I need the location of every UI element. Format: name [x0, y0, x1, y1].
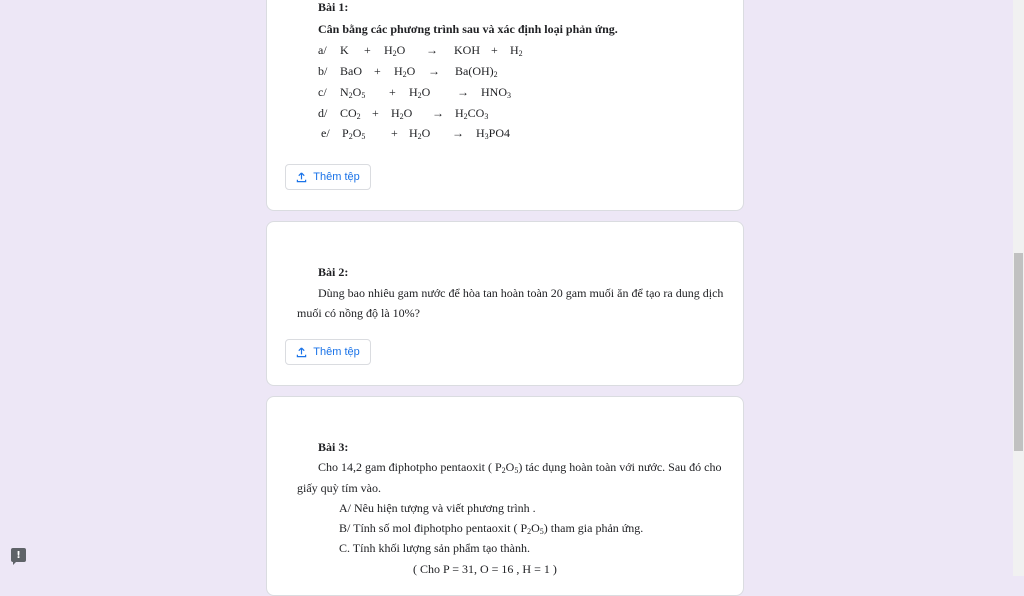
- add-file-label: Thêm tệp: [313, 346, 360, 358]
- question-1-title: Bài 1:: [318, 0, 349, 14]
- question-3-line-2: giấy quỳ tím vào.: [297, 481, 381, 495]
- question-3-title: Bài 3:: [318, 440, 349, 454]
- question-card-2: [266, 221, 744, 386]
- question-2-line-1: Dùng bao nhiêu gam nước để hòa tan hoàn toàn 20 gam muối ăn để tạo ra dung dịch: [318, 286, 724, 300]
- scrollbar-track[interactable]: [1013, 0, 1024, 576]
- upload-icon: [296, 172, 307, 183]
- question-3-line-1: Cho 14,2 gam điphotpho pentaoxit ( $P_2O_5$) tác dụng hoàn toàn với nước. Sau đó cho: [318, 460, 722, 475]
- question-card-3: [266, 396, 744, 596]
- question-3-given-data: ( Cho P = 31, O = 16 , H = 1 ): [413, 562, 557, 576]
- question-2-line-2: muối có nồng độ là 10%?: [297, 306, 420, 320]
- feedback-icon[interactable]: !: [11, 548, 26, 562]
- add-file-button-1[interactable]: [285, 164, 371, 190]
- question-3-item-c: C. Tính khối lượng sản phẩm tạo thành.: [339, 541, 530, 555]
- upload-icon: [296, 347, 307, 358]
- question-card-1: Bài 1: Cân bằng các phương trình sau và xác định loại phản ứng. a/ K + $H_2O$ → KOH + $H_2$ b/ BaO + $H_2O$ → $Ba(OH)_2$ c/ $N_2O_5$ + $H_2O$ → $HNO_3$ d/ $CO_2$ + $H_2O$ → $H_2CO_3$ e/ $P_2O_5$ + $H_2O$ → $H_3PO4$ Thêm tệp: [266, 0, 744, 211]
- question-1-instruction: Cân bằng các phương trình sau và xác định loại phản ứng.: [318, 22, 618, 36]
- question-2-title: Bài 2:: [318, 265, 349, 279]
- scrollbar-thumb[interactable]: [1014, 253, 1023, 451]
- question-3-item-b: B/ Tính số mol điphotpho pentaoxit ( $P_2O_5$) tham gia phản ứng.: [339, 521, 644, 536]
- add-file-button-2[interactable]: [285, 339, 371, 365]
- add-file-label: Thêm tệp: [313, 171, 360, 183]
- question-3-item-a: A/ Nêu hiện tượng và viết phương trình .: [339, 501, 536, 515]
